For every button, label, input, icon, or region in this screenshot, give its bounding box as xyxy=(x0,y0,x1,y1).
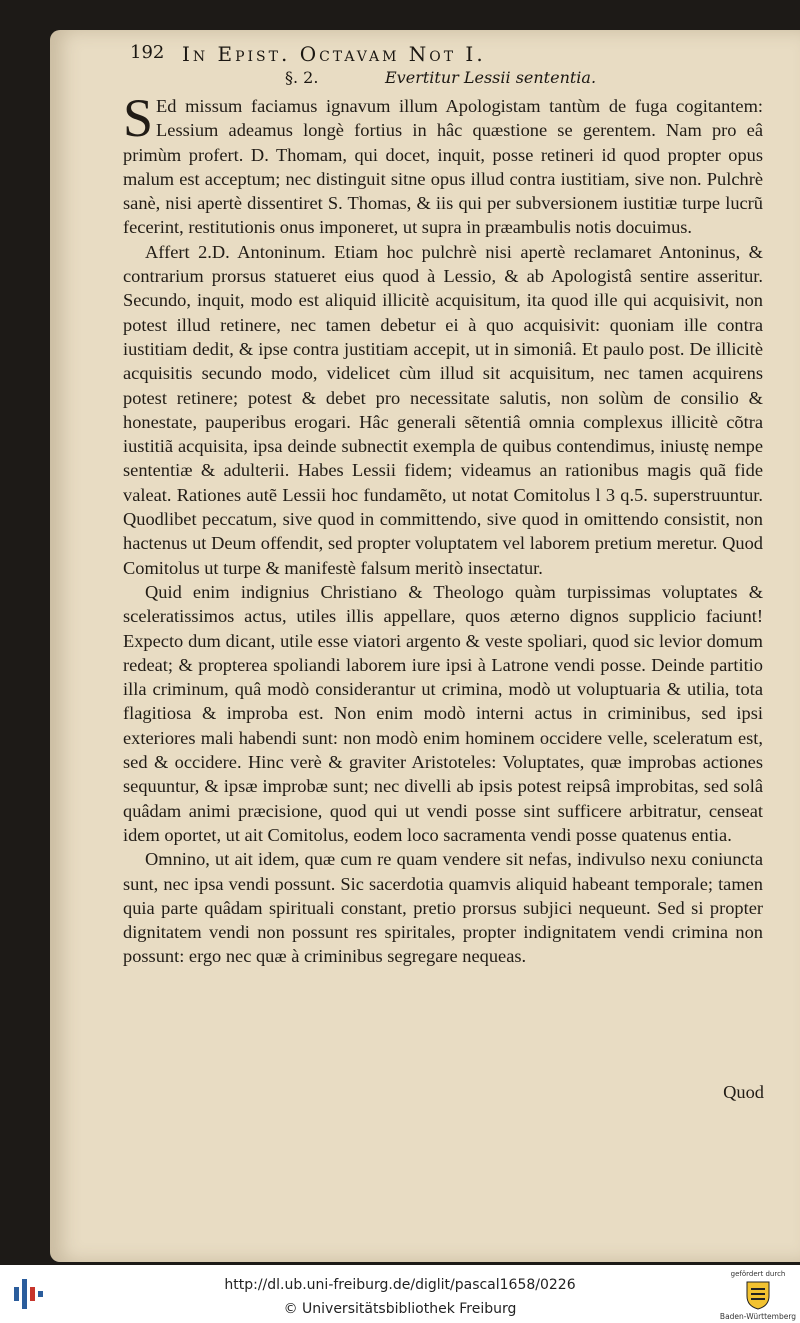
paragraph: Quid enim indignius Christiano & Theologo quàm turpissimas voluptates & sceleratissimos actus, utiles illis appellare, quos æterno dignos supplicio faciunt! Expecto dum dicant, utile esse viatori argento & veste spoliari, quod sic levior domum redeat; & propterea spoliandi laborem iure ipsi à Latrone vendi posse. Deinde partitio illa criminum, quâ modò considerantur ut crimina, modò ut voluptuaria & utilia, tota flagitiosa & improba est. Non enim modò interni actus in criminibus, sed ipsi exteriores mali habendi sunt: non modò enim hominem occidere velle, sceleratum est, sed & occidere. Hinc verè & graviter Aristoteles: Voluptates, quæ improbas actiones sequuntur, & ipsæ improbæ sunt; nec divelli ab ipsis potest reipsâ improbitas, sed solâ quâdam animi præcisione, quod qui ut vendi posse sint sufficere arbitratur, censeat idem oportet, ut ait Comitolus, eodem loco sacramenta vendi posse quatenus entia. xyxy=(123,581,763,845)
permalink[interactable]: http://dl.ub.uni-freiburg.de/diglit/pascal1658/0226 xyxy=(224,1277,576,1293)
running-title: In Epist. Octavam Not I. xyxy=(182,42,486,66)
coat-of-arms-icon xyxy=(745,1280,771,1310)
copyright: © Universitätsbibliothek Freiburg xyxy=(283,1301,517,1317)
section-title: Evertitur Lessii sententia. xyxy=(385,68,597,87)
section-number: §. 2. xyxy=(285,68,319,87)
catchword: Quod xyxy=(723,1082,764,1102)
sponsor-caption: gefördert durch xyxy=(730,1270,786,1278)
body-text xyxy=(123,88,763,969)
sponsor-name: Baden-Württemberg xyxy=(719,1312,797,1321)
page-number: 192 xyxy=(130,42,165,63)
paragraph: Omnino, ut ait idem, quæ cum re quam vendere sit nefas, indivulso nexu coniuncta sunt, nec ipsa vendi possunt. Sic sacerdotia quamvis aliquid habeant temporale; tamen quia parte quâdam spirituali constant, pretio prorsus subjici nequeunt. Sed si propter dignitatem vendi non possunt res spiritales, propter indignitatem vendi crimina non possunt: ergo nec quæ à criminibus segregare nequeas. xyxy=(123,849,763,967)
section-heading xyxy=(130,68,750,92)
viewer-footer xyxy=(0,1265,800,1323)
sponsor-logo xyxy=(718,1268,798,1322)
paragraph: SEd missum faciamus ignavum illum Apologistam tantùm de fuga cogitantem: Lessium adeamus longè fortius in hâc quæstione se gerentem. Nam pro eâ primùm profert. D. Thomam, qui docet, inquit, posse retineri id quod propter opus malum est acceptum; nec distinguit sitne opus illud contra iustitiam, sive non. Pulchrè sanè, nisi apertè dissentiret S. Thomas, & iis qui per subversionem iustitiæ turpe lucrũ fecerint, restitutionis onus imponeret, ut supra in præambulis notis docuimus. xyxy=(123,88,763,238)
paragraph: Affert 2.D. Antoninum. Etiam hoc pulchrè nisi apertè reclamaret Antoninus, & contrarium prorsus statueret eius quod à Lessio, & ab Apologistâ sentire asseritur. Secundo, inquit, modo est aliquid illicitè acquisitum, ita quod ille qui acquisivit, non potest illud retinere, nec tamen debetur ei à quo acquisivit: quoniam ille contra iustitiam dedit, & ipse contra justitiam accepit, ut in simoniâ. Et paulo post. De illicitè acquisitis secundo modo, videlicet cùm illud sit acquisitum, nec tamen acquirens potest retinere; potest & debet pro necessitate salutis, non solùm de consilio & honestate, pauperibus erogari. Hâc generali sẽtentiâ omnia complexus illicitè cõtra iustitiã acquisita, ipsa deinde subnectit exempla de quibus contendimus, iniustę nempe sententiæ & adulterii. Habes Lessii fidem; videamus an rationibus magis quã fide valeat. Rationes autẽ Lessii hoc fundamẽto, ut notat Comitolus l 3 q.5. superstruuntur. Quodlibet peccatum, sive quod in committendo, sive quod in omittendo consistit, non hactenus ut Deum offendit, sed propter voluptatem vel laborem pretium meretur. Quod Comitolus ut turpe & manifestè falsum meritò insectatur. xyxy=(123,241,763,578)
